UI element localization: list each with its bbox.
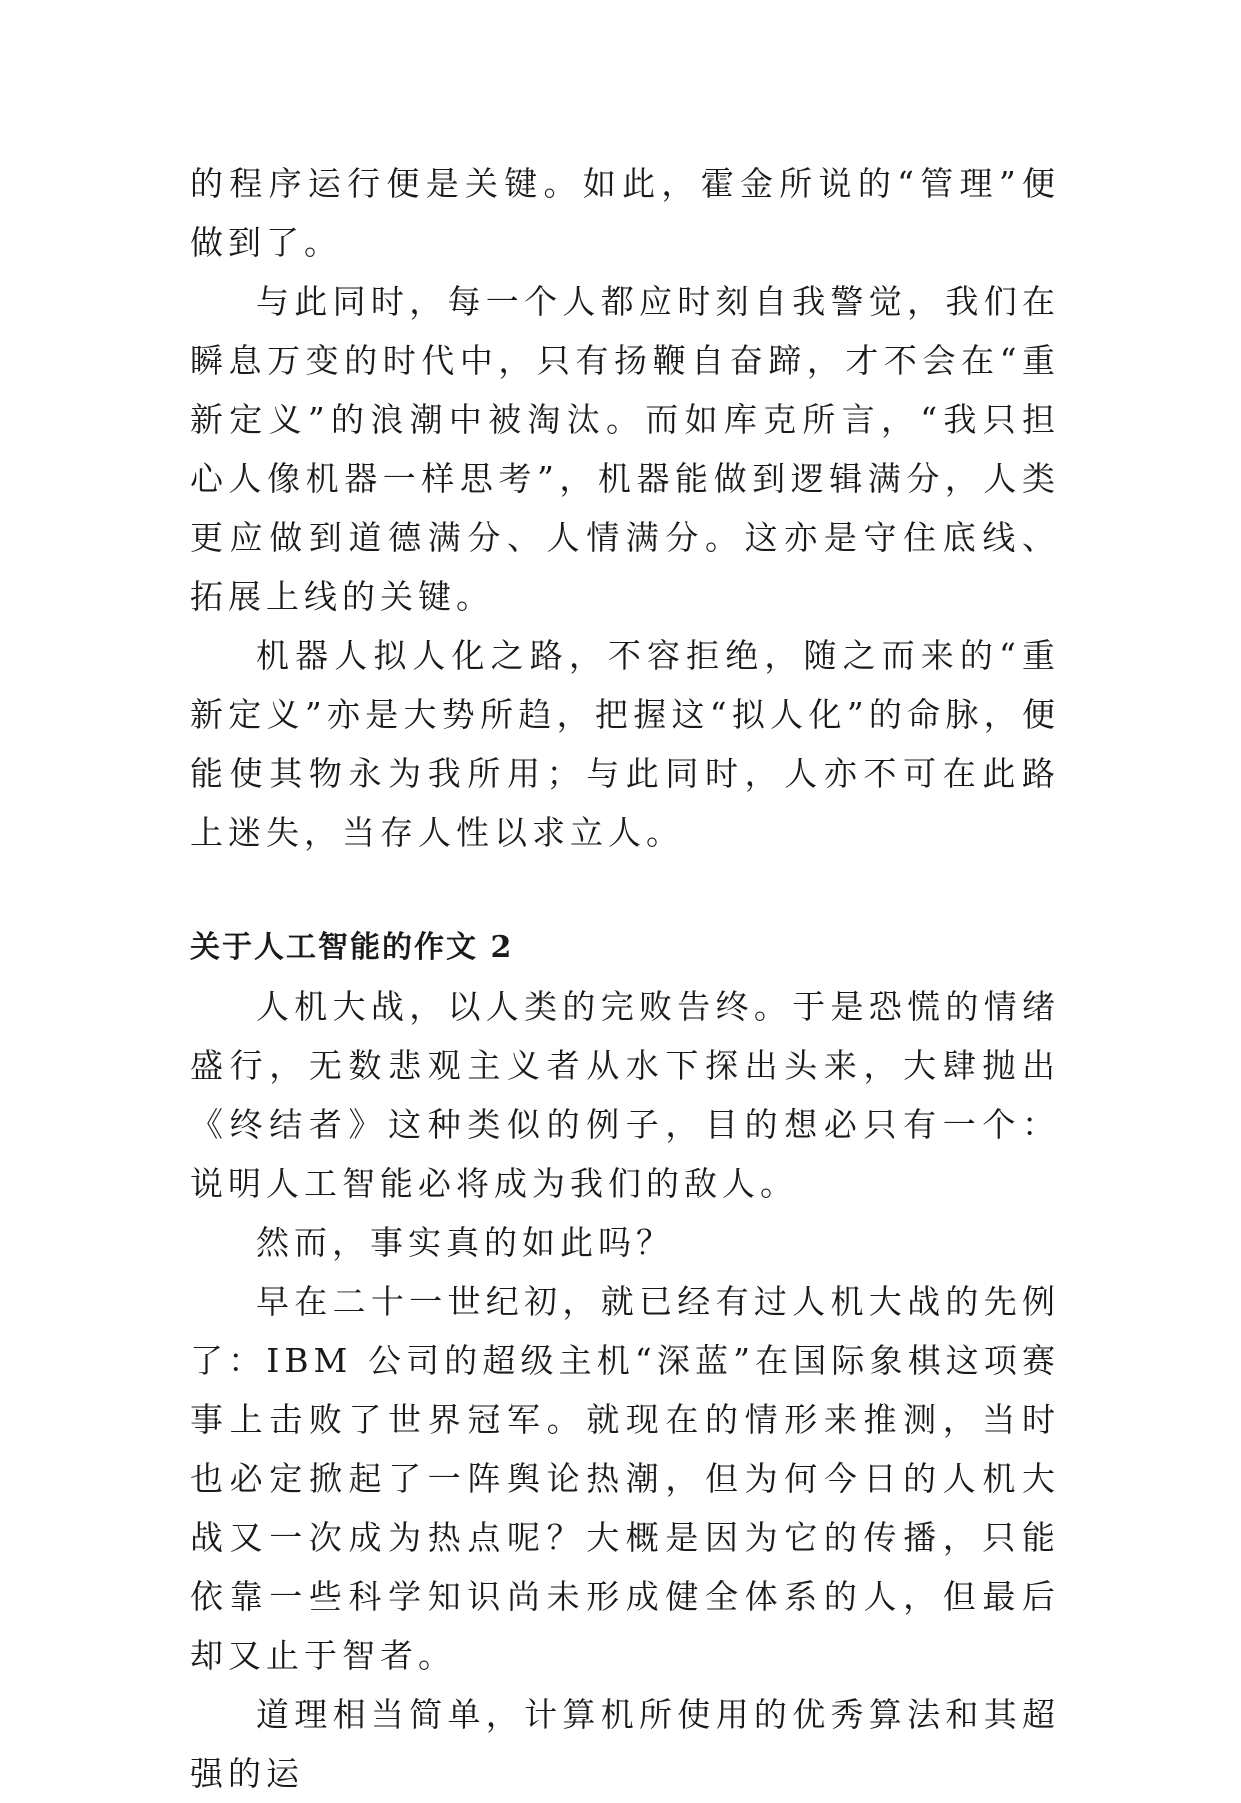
document-body [190, 154, 1060, 1803]
paragraph: 道理相当简单，计算机所使用的优秀算法和其超强的运 [190, 1695, 1060, 1793]
paragraph: 然而，事实真的如此吗？ [256, 1223, 674, 1262]
paragraph: 早在二十一世纪初，就已经有过人机大战的先例了：IBM 公司的超级主机“深蓝”在国际象棋这项赛事上击败了世界冠军。就现在的情形来推测，当时也必定掀起了一阵舆论热潮，但为何今日的人机大战又一次成为热点呢？大概是因为它的传播，只能依靠一些科学知识尚未形成健全体系的人，但最后却又止于智者。 [190, 1282, 1060, 1675]
paragraph: 与此同时，每一个人都应时刻自我警觉，我们在瞬息万变的时代中，只有扬鞭自奋蹄，才不会在“重新定义”的浪潮中被淘汰。而如库克所言，“我只担心人像机器一样思考”，机器能做到逻辑满分，人类更应做到道德满分、人情满分。这亦是守住底线、拓展上线的关键。 [190, 282, 1060, 616]
paragraph-continuation: 的程序运行便是关键。如此，霍金所说的“管理”便做到了。 [190, 164, 1060, 262]
paragraph: 机器人拟人化之路，不容拒绝，随之而来的“重新定义”亦是大势所趋，把握这“拟人化”的命脉，便能使其物永为我所用；与此同时，人亦不可在此路上迷失，当存人性以求立人。 [190, 636, 1060, 852]
paragraph: 人机大战，以人类的完败告终。于是恐慌的情绪盛行，无数悲观主义者从水下探出头来，大肆抛出《终结者》这种类似的例子，目的想必只有一个：说明人工智能必将成为我们的敌人。 [190, 987, 1060, 1203]
section-title: 关于人工智能的作文 2 [190, 930, 514, 965]
